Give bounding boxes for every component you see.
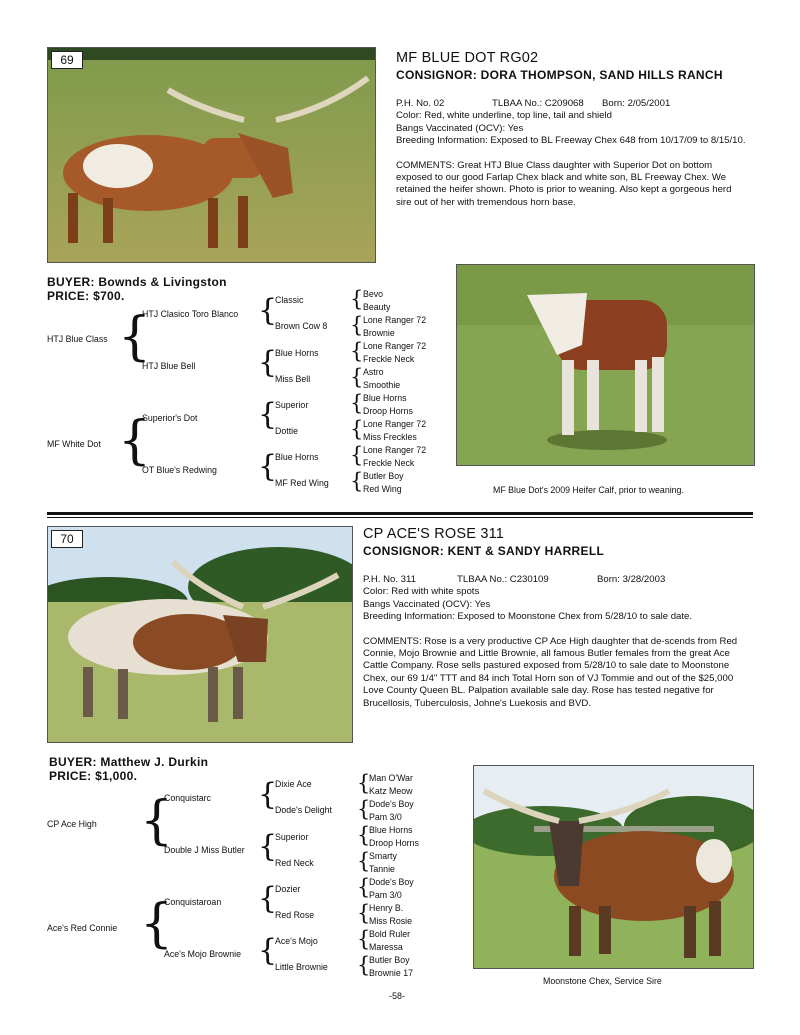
pedigree-g2: HTJ Clasico Toro Blanco [142,309,239,319]
pedigree-g4: Brownie 17 [369,968,414,978]
pedigree-g4: Blue Horns [369,825,413,835]
longhorn-cow-image [48,48,375,262]
ph-number: P.H. No. 311 [363,574,416,585]
pedigree-g4: Red Wing [363,484,402,494]
pedigree-g3: Red Neck [275,858,314,868]
pedigree-g3: Dixie Ace [275,779,312,789]
pedigree-g2: HTJ Blue Bell [142,361,196,371]
lot-70-cow-photo [47,526,353,743]
birth-date: Born: 2/05/2001 [602,98,671,109]
pedigree-g4: Dode's Boy [369,799,414,809]
brace: { [350,391,364,415]
pedigree-g3: Blue Horns [275,348,319,358]
brace: { [350,339,364,363]
pedigree-g2: Ace's Mojo Brownie [164,949,241,959]
pedigree-dam: Ace's Red Connie [47,923,118,933]
breeding-line: Breeding Information: Exposed to BL Freeway Chex 648 from 10/17/09 to 8/15/10. [396,135,746,147]
price: PRICE: $1,000. [49,769,138,783]
brace: { [350,417,364,441]
pedigree-g3: Brown Cow 8 [275,321,328,331]
pedigree-g4: Astro [363,367,384,377]
consignor: CONSIGNOR: DORA THOMPSON, SAND HILLS RANCH [396,68,723,82]
page-number: -58- [389,991,406,1001]
brace: { [258,933,278,968]
color-line: Color: Red with white spots [363,586,480,598]
pedigree-g4: Butler Boy [363,471,404,481]
bull-image [474,766,753,968]
pedigree-g4: Droop Horns [363,406,413,416]
brace: { [118,411,152,471]
registration-line [396,98,746,110]
brace: { [258,345,278,380]
lot-title: MF BLUE DOT RG02 [396,50,539,66]
pedigree-g2: Conquistaroan [164,897,222,907]
buyer [49,755,208,783]
service-sire-photo [473,765,754,969]
brace: { [357,771,371,795]
pedigree-g2: Superior's Dot [142,413,198,423]
brace: { [357,849,371,873]
brace: { [258,397,278,432]
brace: { [258,829,278,864]
pedigree-g3: Little Brownie [275,962,328,972]
color-line: Color: Red, white underline, top line, tail and shield [396,110,612,122]
brace: { [357,823,371,847]
lot-info [363,574,753,710]
pedigree-g4: Dode's Boy [369,877,414,887]
pedigree-g3: Red Rose [275,910,315,920]
buyer-name: BUYER: Matthew J. Durkin [49,755,209,769]
pedigree-dam: MF White Dot [47,439,101,449]
consignor: CONSIGNOR: KENT & SANDY HARRELL [363,544,605,558]
registration-line [363,574,753,586]
brace: { [350,287,364,311]
brace: { [350,365,364,389]
pedigree-sire: HTJ Blue Class [47,334,108,344]
brace: { [140,791,174,851]
pedigree-g4: Henry B. [369,903,404,913]
pedigree-g4: Freckle Neck [363,458,415,468]
brace: { [350,443,364,467]
pedigree-g3: Classic [275,295,304,305]
brace: { [357,927,371,951]
pedigree-g3: Miss Bell [275,374,311,384]
pedigree-g4: Freckle Neck [363,354,415,364]
brace: { [258,449,278,484]
pedigree-sire: CP Ace High [47,819,97,829]
pedigree-g2: Double J Miss Butler [164,845,245,855]
pedigree-g4: Miss Freckles [363,432,417,442]
pedigree-g4: Lone Ranger 72 [363,445,427,455]
pedigree-g4: Blue Horns [363,393,407,403]
tlbaa-number: TLBAA No.: C209068 [492,98,584,109]
section-divider [47,517,753,518]
pedigree-g4: Pam 3/0 [369,812,402,822]
lot-info [396,98,746,209]
brace: { [118,307,152,367]
pedigree-g3: Dottie [275,426,298,436]
pedigree-g3: Dozier [275,884,301,894]
pedigree-g4: Bold Ruler [369,929,411,939]
brace: { [258,777,278,812]
pedigree-g3: MF Red Wing [275,478,329,488]
pedigree-g4: Katz Meow [369,786,413,796]
bangs-line: Bangs Vaccinated (OCV): Yes [396,122,524,134]
pedigree-g4: Man O'War [369,773,413,783]
brace: { [258,881,278,916]
lot-title: CP ACE'S ROSE 311 [363,526,505,542]
pedigree-g4: Lone Ranger 72 [363,341,427,351]
pedigree-g4: Smarty [369,851,397,861]
heifer-calf-photo [456,264,755,466]
pedigree-g3: Superior [275,832,309,842]
photo-caption: MF Blue Dot's 2009 Heifer Calf, prior to weaning. [493,485,684,495]
price: PRICE: $700. [47,289,125,303]
pedigree-g4: Droop Horns [369,838,419,848]
lot-number-badge: 69 [51,51,83,69]
pedigree-g4: Lone Ranger 72 [363,315,427,325]
brace: { [350,313,364,337]
birth-date: Born: 3/28/2003 [597,574,666,585]
comments: COMMENTS: Rose is a very productive CP Ace High daughter that de-scends from Red Connie, Mojo Brownie and Little Brownie, all famous Butler females from the great Ace Cattle Company. Rose sells pastured exposed from 5/28/10 to sale date to Moonstone Chex, our 69 1/4" TTT and 84 inch Total Horn son of VJ Tommie and out of the $25,000 Love County Queen BL. Palpation available sale day. Rose has tested negative for Brucellosis, Tuberculosis, Johne's Luekosis and BVD. [363,635,738,709]
section-divider [47,512,753,515]
brace: { [357,875,371,899]
brace: { [357,953,371,977]
brace: { [140,894,174,954]
pedigree-g4: Maressa [369,942,403,952]
ph-number: P.H. No. 02 [396,98,445,109]
calf-image [457,265,754,465]
pedigree-g4: Tannie [369,864,395,874]
lot-number-badge: 70 [51,530,83,548]
pedigree-g2: OT Blue's Redwing [142,465,217,475]
brace: { [357,901,371,925]
tlbaa-number: TLBAA No.: C230109 [457,574,549,585]
pedigree-g3: Blue Horns [275,452,319,462]
longhorn-cow-image [48,527,352,742]
pedigree-g2: Conquistarc [164,793,211,803]
pedigree-g4: Pam 3/0 [369,890,402,900]
pedigree-g4: Butler Boy [369,955,410,965]
pedigree-g4: Lone Ranger 72 [363,419,427,429]
photo-caption: Moonstone Chex, Service Sire [543,976,662,986]
comments: COMMENTS: Great HTJ Blue Class daughter with Superior Dot on bottom exposed to our good Farlap Chex black and white son, BL Freeway Chex. We retained the heifer shown. Photo is prior to weaning. Also kept a gorgeous herd sire out of her with tremendous horn base. [396,159,732,208]
breeding-line: Breeding Information: Exposed to Moonstone Chex from 5/28/10 to sale date. [363,611,693,623]
brace: { [350,469,364,493]
pedigree-g4: Brownie [363,328,395,338]
pedigree-g3: Dode's Delight [275,805,332,815]
brace: { [258,293,278,328]
pedigree-g3: Ace's Mojo [275,936,318,946]
pedigree-g3: Superior [275,400,309,410]
buyer-name: BUYER: Bownds & Livingston [47,275,227,289]
buyer [47,275,227,303]
brace: { [357,797,371,821]
pedigree-g4: Beauty [363,302,391,312]
lot-69-cow-photo [47,47,376,263]
pedigree-g4: Bevo [363,289,384,299]
pedigree-g4: Miss Rosie [369,916,413,926]
pedigree-g4: Smoothie [363,380,401,390]
bangs-line: Bangs Vaccinated (OCV): Yes [363,598,491,610]
